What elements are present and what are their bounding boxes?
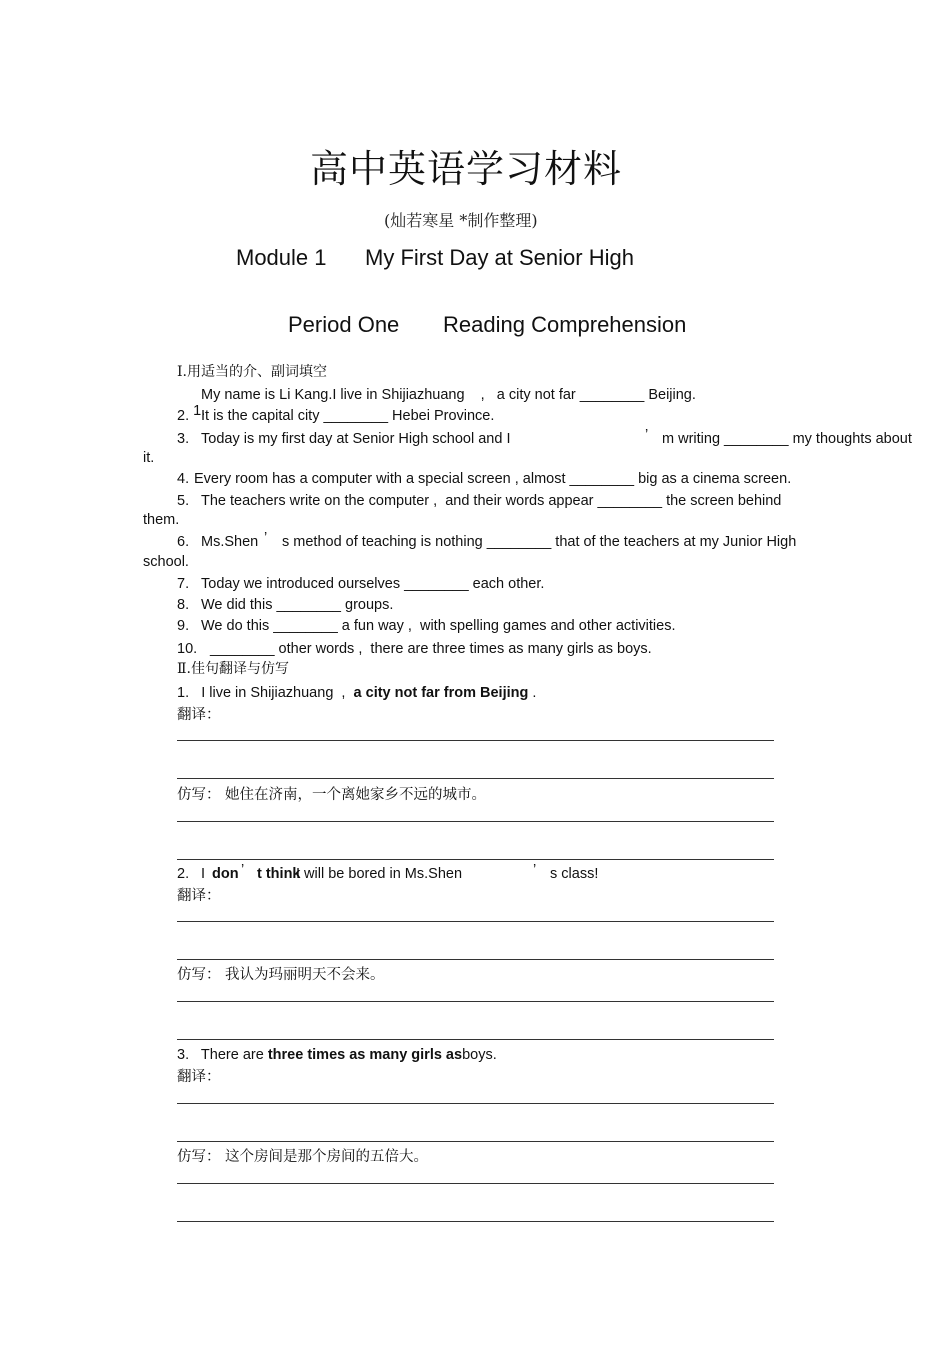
item-number: 9. xyxy=(177,618,190,634)
answer-line[interactable] xyxy=(177,859,774,860)
list-item-continuation: it. xyxy=(143,450,155,466)
answer-line[interactable] xyxy=(177,1039,774,1040)
imitate-prompt: 她住在济南，一个离她家乡不远的城市。 xyxy=(225,787,486,803)
translate-label: 翻译： xyxy=(177,707,221,723)
section-heading-fill-blanks: Ⅰ.用适当的介、副词填空 xyxy=(177,364,327,380)
apostrophe: ’ xyxy=(264,530,268,546)
sentence-bold-phrase: don xyxy=(212,866,239,882)
item-number: 1. xyxy=(177,685,190,701)
sentence-text: . xyxy=(528,685,537,701)
item-number: 10. xyxy=(177,641,198,657)
period-title: Reading Comprehension xyxy=(443,312,687,337)
sentence-text: I xyxy=(201,866,210,882)
item-number: 2. xyxy=(177,866,190,882)
imitate-prompt: 我认为玛丽明天不会来。 xyxy=(225,967,385,983)
item-number: 7. xyxy=(177,576,190,592)
item-number: 4. xyxy=(177,471,190,487)
module-label: Module 1 xyxy=(236,245,327,270)
apostrophe: ’ xyxy=(533,862,537,878)
list-item-text: We did this ________ groups. xyxy=(201,597,394,613)
list-item-text: It is the capital city ________ Hebei Province. xyxy=(201,408,495,424)
list-item-text: The teachers write on the computer , and their words appear ________ the screen behind xyxy=(201,493,782,509)
answer-line[interactable] xyxy=(177,1141,774,1142)
translate-label: 翻译： xyxy=(177,888,221,904)
item-number: 8. xyxy=(177,597,190,613)
list-item-text: m writing ________ my thoughts about xyxy=(662,431,912,447)
module-title: My First Day at Senior High xyxy=(365,245,634,270)
item-number: 1. xyxy=(193,403,206,419)
sentence-text: There are xyxy=(200,1047,268,1063)
item-number: 3. xyxy=(177,431,190,447)
list-item-text: Ms.Shen xyxy=(201,534,259,550)
answer-line[interactable] xyxy=(177,821,774,822)
list-item-continuation: school. xyxy=(143,554,189,570)
list-item-text: Every room has a computer with a special screen , almost ________ big as a cinema screen. xyxy=(194,471,792,487)
item-number: 2. xyxy=(177,408,190,424)
imitate-prompt: 这个房间是那个房间的五倍大。 xyxy=(225,1149,428,1165)
answer-line[interactable] xyxy=(177,778,774,779)
page-title: 高中英语学习材料 xyxy=(310,147,623,191)
answer-line[interactable] xyxy=(177,1183,774,1184)
sentence-3 xyxy=(177,1047,497,1063)
list-item-continuation: them. xyxy=(143,512,180,528)
imitate-label: 仿写： xyxy=(177,787,221,803)
item-number: 6. xyxy=(177,534,190,550)
sentence-bold-phrase: three times as many girls as xyxy=(267,1047,463,1063)
page-subtitle: (灿若寒星 *制作整理) xyxy=(384,211,538,230)
sentence-1 xyxy=(177,685,536,701)
imitate-label: 仿写： xyxy=(177,1149,221,1165)
period-label: Period One xyxy=(288,312,400,337)
sentence-text: boys. xyxy=(462,1047,497,1063)
item-number: 3. xyxy=(177,1047,190,1063)
answer-line[interactable] xyxy=(177,1221,774,1222)
list-item-text: Today is my first day at Senior High school and I xyxy=(201,431,511,447)
sentence-text: I live in Shijiazhuang , xyxy=(201,685,354,701)
answer-line[interactable] xyxy=(177,1001,774,1002)
answer-line[interactable] xyxy=(177,921,774,922)
item-number: 5. xyxy=(177,493,190,509)
answer-line[interactable] xyxy=(177,1103,774,1104)
list-item-text: We do this ________ a fun way , with spelling games and other activities. xyxy=(201,618,676,634)
answer-line[interactable] xyxy=(177,740,774,741)
list-item-text: s method of teaching is nothing ________ that of the teachers at my Junior High xyxy=(282,534,797,550)
apostrophe: ’ xyxy=(645,427,649,443)
sentence-bold-phrase: t think xyxy=(257,866,301,882)
translate-label: 翻译： xyxy=(177,1069,221,1085)
list-item-text: Today we introduced ourselves ________ each other. xyxy=(201,576,545,592)
list-item-text: My name is Li Kang.I live in Shijiazhuang , a city not far ________ Beijing. xyxy=(201,387,696,403)
answer-line[interactable] xyxy=(177,959,774,960)
section-heading-translation: Ⅱ.佳句翻译与仿写 xyxy=(177,661,289,677)
sentence-text: s class! xyxy=(550,866,599,882)
list-item-text: ________ other words , there are three times as many girls as boys. xyxy=(210,641,652,657)
apostrophe: ’ xyxy=(241,862,245,878)
sentence-text: I will be bored in Ms.Shen xyxy=(296,866,463,882)
imitate-label: 仿写： xyxy=(177,967,221,983)
sentence-bold-phrase: a city not far from Beijing xyxy=(353,685,529,701)
